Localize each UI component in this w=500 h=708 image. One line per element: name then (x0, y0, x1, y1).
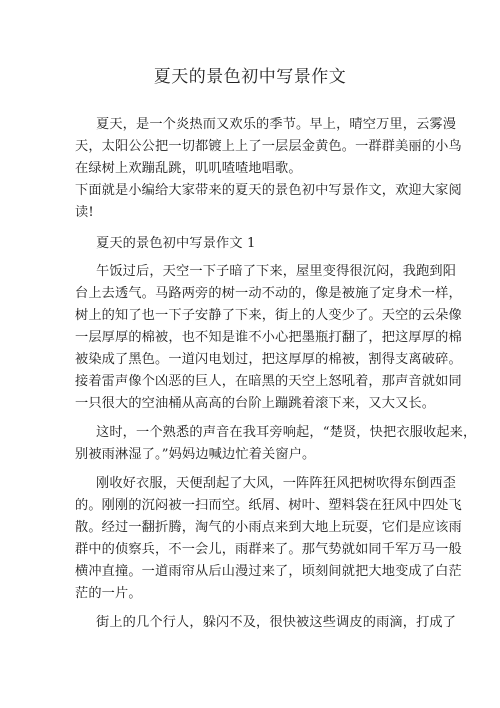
paragraph-line: 台上去透气。马路两旁的树一动不动的，像是被施了定身术一样， (75, 286, 462, 301)
paragraph-line: 一层厚厚的棉被，也不知是谁不小心把墨瓶打翻了，把这厚厚的棉 (75, 330, 462, 345)
paragraph-line: 下面就是小编给大家带来的夏天的景色初中写景作文，欢迎大家阅 (75, 183, 462, 198)
paragraph-line: 茫的一片。 (75, 586, 142, 601)
paragraph-line: 别被雨淋湿了。”妈妈边喊边忙着关窗户。 (75, 447, 316, 462)
paragraph-line: 午饭过后，天空一下子暗了下来，屋里变得很沉闷，我跑到阳 (96, 264, 457, 279)
paragraph-line: 夏天，是一个炎热而又欢乐的季节。早上，晴空万里，云雾漫 (96, 117, 457, 132)
paragraph-line: 的。刚刚的沉闷被一扫而空。纸屑、树叶、塑料袋在狂风中四处飞 (75, 498, 462, 513)
paragraph-line: 这时，一个熟悉的声音在我耳旁响起，“楚贤，快把衣服收起来， (96, 425, 477, 440)
document-title: 夏天的景色初中写景作文 (153, 67, 347, 87)
paragraph-line: 一只很大的空油桶从高高的台阶上蹦跳着滚下来，又大又长。 (75, 396, 436, 411)
paragraph-line: 街上的几个行人，躲闪不及，很快被这些调皮的雨滴，打成了 (96, 615, 457, 630)
paragraph-line: 在绿树上欢蹦乱跳，叽叽喳喳地唱歌。 (75, 161, 302, 176)
paragraph-line: 天，太阳公公把一切都镀上上了一层层金黄色。一群群美丽的小鸟 (75, 139, 462, 154)
paragraph-line: 横冲直撞。一道雨帘从后山漫过来了，顷刻间就把大地变成了白茫 (75, 564, 462, 579)
paragraph-line: 被染成了黑色。一道闪电划过，把这厚厚的棉被，割得支离破碎。 (75, 352, 462, 367)
paragraph-line: 接着雷声像个凶恶的巨人，在暗黑的天空上怒吼着，那声音就如同 (75, 374, 462, 389)
paragraph-line: 读! (75, 205, 94, 220)
section-heading: 夏天的景色初中写景作文 1 (96, 236, 256, 251)
paragraph-line: 刚收好衣服，天便刮起了大风，一阵阵狂风把树吹得东倒西歪 (96, 476, 457, 491)
paragraph-line: 树上的知了也一下子安静了下来，街上的人变少了。天空的云朵像 (75, 308, 462, 323)
paragraph-line: 散。经过一翻折腾，淘气的小雨点来到大地上玩耍，它们是应该雨 (75, 520, 462, 535)
paragraph-line: 群中的侦察兵，不一会儿，雨群来了。那气势就如同千军万马一般 (75, 542, 462, 557)
